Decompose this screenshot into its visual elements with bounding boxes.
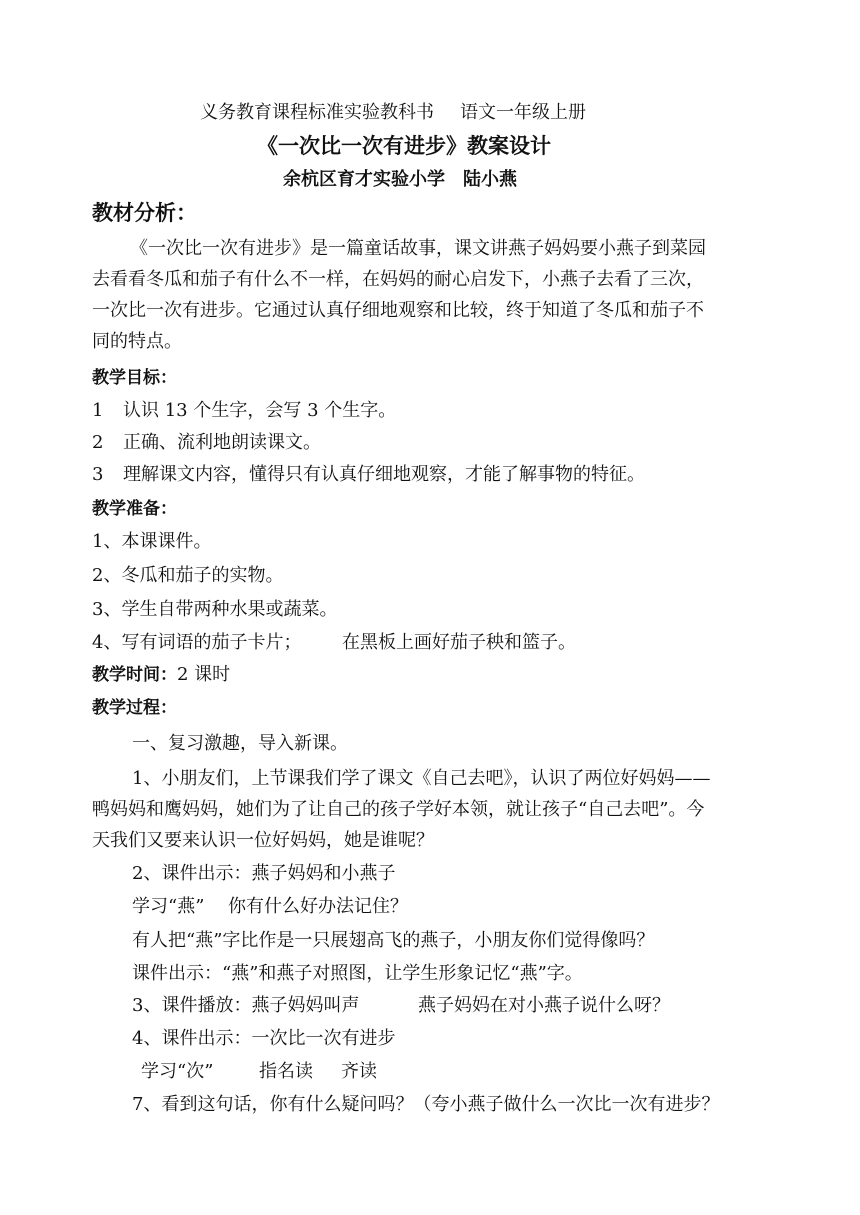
- prep-item: 3、学生自带两种水果或蔬菜。: [92, 599, 338, 620]
- time-line: [92, 663, 230, 687]
- goal-item: [92, 463, 645, 487]
- analysis-line: 同的特点。: [92, 331, 182, 352]
- process-item: 4、课件出示：一次比一次有进步: [132, 1028, 396, 1049]
- time-value: 2 课时: [177, 664, 231, 685]
- author-line: [283, 168, 517, 192]
- series-header: [200, 101, 586, 125]
- goal-number: 2: [92, 432, 104, 453]
- process-paragraph-line: 1、小朋友们，上节课我们学了课文《自己去吧》，认识了两位好妈妈——: [132, 768, 711, 789]
- process-item: 课件出示：“燕”和燕子对照图，让学生形象记忆“燕”字。: [132, 963, 583, 984]
- goal-text: 正确、流利地朗读课文。: [123, 432, 321, 453]
- process-paragraph-line: 天我们又要来认识一位好妈妈，她是谁呢？: [92, 830, 434, 851]
- goal-text: 认识 13 个生字，会写 3 个生字。: [123, 400, 397, 421]
- author-name: 陆小燕: [463, 169, 517, 190]
- process-item: [141, 1060, 377, 1084]
- study-char: 学习“次”: [141, 1061, 214, 1082]
- process-heading: 教学过程：: [92, 698, 177, 718]
- prep-item: 1、本课课件。: [92, 531, 212, 552]
- prep-item-part: 4、写有词语的茄子卡片；: [92, 632, 302, 653]
- goals-heading: 教学目标：: [92, 368, 177, 388]
- read-mode: 齐读: [341, 1061, 377, 1082]
- prep-item: [92, 631, 576, 655]
- analysis-line: 一次比一次有进步。它通过认真仔细地观察和比较，终于知道了冬瓜和茄子不: [92, 300, 704, 321]
- process-item: [132, 994, 670, 1018]
- study-char: 学习“燕”: [132, 896, 205, 917]
- time-heading: 教学时间：: [92, 665, 177, 685]
- process-item: [132, 895, 408, 919]
- process-item: 7、看到这句话，你有什么疑问吗？（夸小燕子做什么一次比一次有进步？: [132, 1094, 720, 1115]
- series-title: 义务教育课程标准实验教科书: [200, 102, 434, 123]
- analysis-line: 《一次比一次有进步》是一篇童话故事，课文讲燕子妈妈要小燕子到菜园: [130, 238, 706, 259]
- process-item: 2、课件出示：燕子妈妈和小燕子: [132, 863, 396, 884]
- process-paragraph-line: 鸭妈妈和鹰妈妈，她们为了让自己的孩子学好本领，就让孩子“自己去吧”。今: [92, 799, 705, 820]
- school-name: 余杭区育才实验小学: [283, 169, 445, 190]
- process-item: 有人把“燕”字比作是一只展翅高飞的燕子，小朋友你们觉得像吗？: [132, 930, 655, 951]
- goal-item: [92, 399, 396, 423]
- goal-number: 3: [92, 464, 104, 485]
- analysis-heading: 教材分析：: [92, 201, 197, 225]
- prep-item: 2、冬瓜和茄子的实物。: [92, 565, 284, 586]
- study-question: 你有什么好办法记住？: [228, 896, 408, 917]
- prep-heading: 教学准备：: [92, 499, 177, 519]
- process-item-part: 3、课件播放：燕子妈妈叫声: [132, 995, 360, 1016]
- process-step: 一、复习激趣，导入新课。: [132, 733, 348, 754]
- grade-label: 语文一年级上册: [460, 102, 586, 123]
- goal-number: 1: [92, 400, 104, 421]
- prep-item-part: 在黑板上画好茄子秧和篮子。: [342, 632, 576, 653]
- analysis-line: 去看看冬瓜和茄子有什么不一样，在妈妈的耐心启发下，小燕子去看了三次，: [92, 269, 704, 290]
- read-mode: 指名读: [259, 1061, 313, 1082]
- process-item-part: 燕子妈妈在对小燕子说什么呀？: [418, 995, 670, 1016]
- goal-text: 理解课文内容，懂得只有认真仔细地观察，才能了解事物的特征。: [123, 464, 645, 485]
- goal-item: [92, 431, 321, 455]
- lesson-title: 《一次比一次有进步》教案设计: [257, 134, 551, 158]
